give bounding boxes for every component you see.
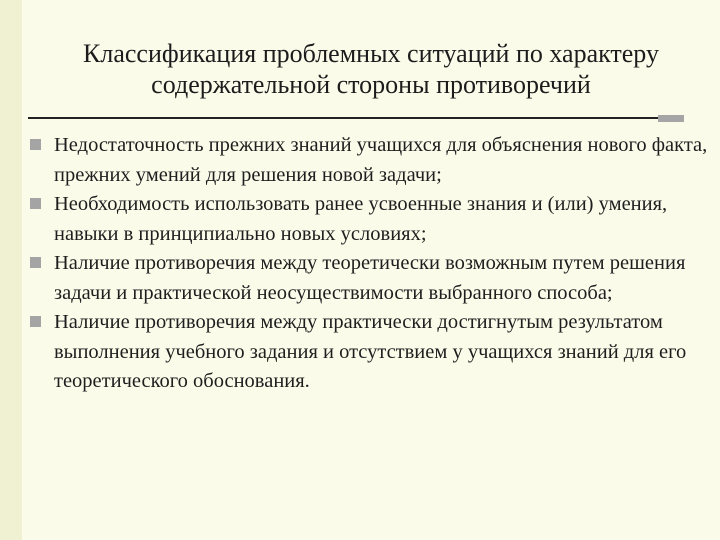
- square-bullet-icon: [30, 316, 41, 327]
- title-divider-line: [28, 117, 658, 119]
- title-divider-accent: [658, 115, 684, 122]
- square-bullet-icon: [30, 198, 41, 209]
- left-decorative-band: [0, 0, 22, 540]
- bullet-text: Недостаточность прежних знаний учащихся для объяснения нового факта, прежних умений для решения новой задачи;: [54, 134, 708, 186]
- bullet-list: [30, 131, 710, 397]
- bullet-item-3: [30, 249, 710, 308]
- bullet-text: Наличие противоречия между теоретически возможным путем решения задачи и практической неосуществимости выбранного способа;: [54, 252, 686, 304]
- bullet-text: Наличие противоречия между практически достигнутым результатом выполнения учебного задания и отсутствием у учащихся знаний для его теоретического обоснования.: [54, 311, 687, 392]
- square-bullet-icon: [30, 139, 41, 150]
- bullet-item-2: [30, 190, 710, 249]
- slide-title-line-1: Классификация проблемных ситуаций по характеру: [83, 39, 659, 68]
- square-bullet-icon: [30, 257, 41, 268]
- bullet-text: Необходимость использовать ранее усвоенные знания и (или) умения, навыки в принципиально новых условиях;: [54, 193, 668, 245]
- bullet-item-4: [30, 308, 710, 397]
- slide-title-line-2: содержательной стороны противоречий: [151, 70, 591, 99]
- bullet-item-1: [30, 131, 710, 190]
- slide-title: [26, 38, 716, 100]
